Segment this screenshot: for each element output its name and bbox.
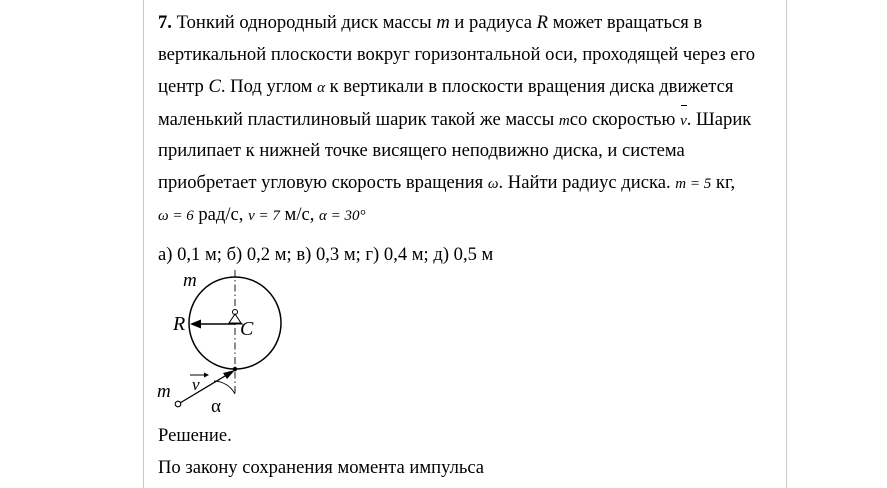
answer-options: а) 0,1 м; б) 0,2 м; в) 0,3 м; г) 0,4 м; д) 0,5 м: [158, 244, 494, 265]
problem-line-7: [158, 199, 773, 231]
solution-text: По закону сохранения момента импульса: [158, 457, 485, 478]
problem-text: к вертикали в плоскости вращения диска движется: [329, 76, 734, 97]
symbol-C: C: [208, 76, 221, 97]
unit-kg: кг,: [715, 172, 736, 193]
problem-text: . Найти радиус диска.: [498, 172, 671, 193]
problem-text: . Шарик: [686, 109, 752, 130]
symbol-m: m: [558, 113, 570, 129]
problem-line-5: прилипает к нижней точке висящего неподвижно диска, и система: [158, 140, 685, 161]
problem-text: приобретает угловую скорость вращения: [158, 172, 484, 193]
solution-section: [158, 420, 484, 484]
unit-m-s: м/с,: [284, 204, 315, 225]
problem-line-1: [158, 7, 773, 39]
symbol-R: R: [536, 12, 549, 33]
angle-arc: [214, 381, 235, 394]
vector-v-symbol: v: [680, 103, 687, 137]
radius-arrowhead: [190, 320, 201, 329]
unit-rad-s: рад/с,: [198, 204, 244, 225]
solution-heading: Решение.: [158, 425, 232, 446]
problem-line-4: [158, 103, 773, 135]
symbol-m: m: [436, 12, 450, 33]
disk-diagram: [150, 266, 280, 416]
symbol-alpha: α: [317, 80, 325, 96]
label-alpha: α: [211, 396, 221, 417]
ball: [175, 401, 181, 407]
problem-line-6: [158, 167, 773, 199]
v-arrow-head: [204, 373, 209, 378]
problem-line-2: вертикальной плоскости вокруг горизонтальной оси, проходящей через его: [158, 44, 756, 65]
given-v: v = 7: [248, 208, 280, 224]
problem-text: и радиуса: [454, 12, 533, 33]
problem-statement: [158, 7, 773, 231]
problem-line-3: [158, 71, 773, 103]
problem-number: 7.: [158, 12, 172, 33]
label-m-top: m: [183, 270, 197, 291]
velocity-line: [180, 373, 230, 403]
given-alpha: α = 30°: [319, 208, 366, 224]
symbol-omega: ω: [487, 176, 499, 192]
margin-line-right: [786, 0, 787, 488]
problem-text: центр: [158, 76, 204, 97]
label-C: C: [240, 318, 254, 340]
problem-text: Тонкий однородный диск массы: [176, 12, 432, 33]
margin-line-left: [143, 0, 144, 488]
label-R: R: [173, 313, 186, 335]
problem-text: со скоростью: [569, 109, 676, 130]
given-mass: m = 5: [675, 176, 712, 192]
problem-text: маленький пластилиновый шарик такой же массы: [158, 109, 555, 130]
label-m-bottom: m: [157, 381, 171, 402]
label-v: v: [192, 375, 200, 394]
problem-text: может вращаться в: [552, 12, 703, 33]
given-omega: ω = 6: [158, 208, 194, 224]
problem-text: . Под углом: [220, 76, 313, 97]
disk-diagram-svg: [150, 266, 280, 416]
velocity-arrowhead: [223, 370, 235, 379]
